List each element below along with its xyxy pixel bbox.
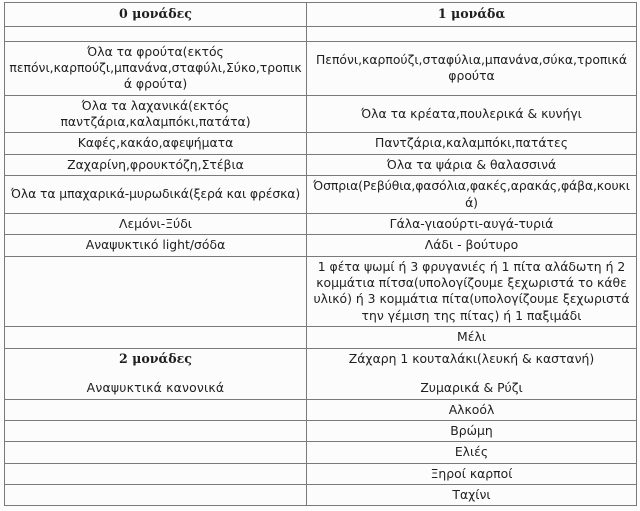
cell-two-units-group	[5, 348, 307, 399]
table-row	[5, 154, 637, 175]
table-header	[5, 3, 637, 27]
cell-dairy-one: Γάλα-γιαούρτι-αυγά-τυριά	[307, 213, 637, 234]
cell-coffee-zero: Καφές,κακάο,αφεψήματα	[5, 133, 307, 154]
table-body	[5, 26, 637, 506]
cell-sweeteners-zero: Ζαχαρίνη,φρουκτόζη,Στέβια	[5, 154, 307, 175]
table-row	[5, 485, 637, 506]
cell-honey-one: Μέλι	[307, 327, 637, 348]
table-row	[5, 95, 637, 133]
table-row	[5, 399, 637, 420]
food-units-table	[4, 2, 637, 506]
cell-sugar-pasta-group	[307, 348, 637, 399]
table-row	[5, 256, 637, 327]
table-row	[5, 327, 637, 348]
table-row	[5, 463, 637, 484]
cell-lemon-vinegar-zero: Λεμόνι-Ξύδι	[5, 213, 307, 234]
table-row	[5, 133, 637, 154]
table-row	[5, 176, 637, 214]
cell-light-soda-zero: Αναψυκτικό light/σόδα	[5, 235, 307, 256]
cell-empty-left	[5, 485, 307, 506]
cell-oats-one: Βρώμη	[307, 420, 637, 441]
spacer-cell-left	[5, 26, 307, 41]
cell-fish-one: Όλα τα ψάρια & θαλασσινά	[307, 154, 637, 175]
header-zero-units: 0 μονάδες	[5, 3, 307, 27]
cell-fruits-one: Πεπόνι,καρπούζι,σταφύλια,μπανάνα,σύκα,τροπικά φρούτα	[307, 41, 637, 95]
label-regular-soft-drinks: Αναψυκτικά κανονικά	[86, 380, 225, 396]
label-pasta-rice: Ζυμαρικά & Ρύζι	[420, 380, 523, 396]
cell-starchy-vegetables-one: Παντζάρια,καλαμπόκι,πατάτες	[307, 133, 637, 154]
label-two-units: 2 μονάδες	[119, 350, 192, 366]
table-row	[5, 442, 637, 463]
table-row	[5, 213, 637, 234]
cell-bread-pizza-pita-one: 1 φέτα ψωμί ή 3 φρυγανιές ή 1 πίτα αλάδωτη ή 2 κομμάτια πίτσα(υπολογίζουμε ξεχωριστά το κάθε υλικό) ή 3 κομμάτια πίτα(υπολογίζουμε ξεχωριστά την γέμιση της πίτας) ή 1 παξιμάδι	[307, 256, 637, 327]
cell-legumes-one: Όσπρια(Ρεβύθια,φασόλια,φακές,αρακάς,φάβα,κουκιά)	[307, 176, 637, 214]
cell-spices-zero: Όλα τα μπαχαρικά-μυρωδικά(ξερά και φρέσκα)	[5, 176, 307, 214]
table-row-spacer	[5, 26, 637, 41]
table-row-two-units	[5, 348, 637, 399]
cell-empty-left	[5, 399, 307, 420]
cell-empty-left	[5, 463, 307, 484]
spacer-cell-right	[307, 26, 637, 41]
cell-fruits-zero: Όλα τα φρούτα(εκτός πεπόνι,καρπούζι,μπανάνα,σταφύλι,Σύκο,τροπικά φρούτα)	[5, 41, 307, 95]
header-row	[5, 3, 637, 27]
cell-empty-left	[5, 256, 307, 327]
cell-alcohol-one: Αλκοόλ	[307, 399, 637, 420]
label-sugar-teaspoon: Ζάχαρη 1 κουταλάκι(λευκή & καστανή)	[348, 350, 595, 366]
cell-olives-one: Ελιές	[307, 442, 637, 463]
table-row	[5, 235, 637, 256]
cell-empty-left	[5, 327, 307, 348]
cell-vegetables-zero: Όλα τα λαχανικά(εκτός παντζάρια,καλαμπόκι,πατάτα)	[5, 95, 307, 133]
cell-nuts-one: Ξηροί καρποί	[307, 463, 637, 484]
table-row	[5, 420, 637, 441]
table-row	[5, 41, 637, 95]
cell-empty-left	[5, 420, 307, 441]
cell-meats-one: Όλα τα κρέατα,πουλερικά & κυνήγι	[307, 95, 637, 133]
header-one-unit: 1 μονάδα	[307, 3, 637, 27]
cell-empty-left	[5, 442, 307, 463]
cell-tahini-one: Ταχίνι	[307, 485, 637, 506]
cell-oil-butter-one: Λάδι - βούτυρο	[307, 235, 637, 256]
